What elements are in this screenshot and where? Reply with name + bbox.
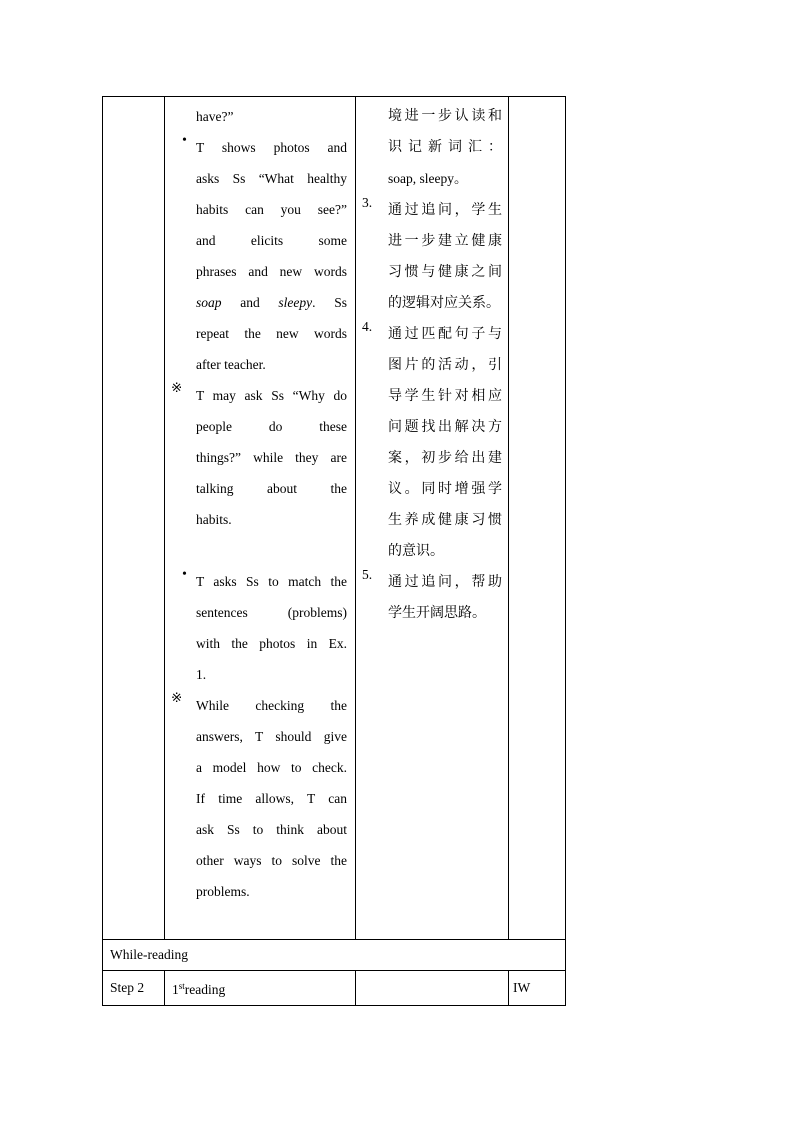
purpose-continued: [362, 101, 502, 195]
reference-mark-icon: ※: [171, 690, 183, 705]
text-line: 案，初步给出建: [388, 450, 502, 466]
procedure-note-why: [173, 380, 347, 535]
text-line: 通过匹配句子与: [388, 326, 502, 342]
bullet-icon: •: [182, 566, 187, 581]
step-row: [103, 971, 566, 1006]
text-line: problems.: [196, 884, 250, 899]
text-line: answers, T should give: [196, 729, 347, 744]
text-line: 生养成健康习惯: [388, 512, 502, 528]
text-line: and elicits some: [196, 233, 347, 248]
text-line: people do these: [196, 419, 347, 434]
continued-text: have?”: [196, 109, 234, 124]
mode-cell-empty: [509, 97, 566, 940]
reference-mark-icon: ※: [171, 380, 183, 395]
step-cell: [103, 971, 165, 1006]
item-number: 3.: [362, 195, 373, 210]
purpose-cell: [356, 97, 509, 940]
new-word-soap: soap: [196, 295, 222, 310]
text-line: T may ask Ss “Why do: [196, 388, 347, 403]
text-line: 的逻辑对应关系。: [388, 295, 500, 311]
step-label: Step 2: [110, 980, 145, 995]
text-line: 进一步建立健康: [388, 233, 502, 249]
mode-label: IW: [513, 980, 531, 995]
text-line: 的意识。: [388, 543, 444, 559]
text-line: soap and sleepy. Ss: [196, 295, 347, 310]
text-line: soap, sleepy。: [388, 171, 468, 186]
bullet-icon: •: [182, 132, 187, 147]
text-line: other ways to solve the: [196, 853, 347, 868]
text-line: T shows photos and: [196, 140, 347, 155]
procedure-item-photos: [173, 132, 347, 380]
text-line: 议。同时增强学: [388, 481, 502, 497]
text-line: 导学生针对相应: [388, 388, 502, 404]
text-line: sentences (problems): [196, 605, 347, 620]
text-line: asks Ss “What healthy: [196, 171, 347, 186]
text-line: 识记新词汇：: [388, 139, 502, 155]
text-line: T asks Ss to match the: [196, 574, 347, 589]
lesson-plan-table: [102, 96, 566, 1006]
text-line: repeat the new words: [196, 326, 347, 341]
text-line: 学生开阔思路。: [388, 605, 486, 621]
text-line: phrases and new words: [196, 264, 347, 279]
activity-label: 1streading: [172, 981, 226, 997]
text-line: habits.: [196, 512, 232, 527]
text-line: after teacher.: [196, 357, 266, 372]
purpose-item-5: [362, 567, 502, 629]
text-line: things?” while they are: [196, 450, 347, 465]
text-line: If time allows, T can: [196, 791, 347, 806]
text-line: talking about the: [196, 481, 347, 496]
stage-row: [103, 940, 566, 971]
text-line: ask Ss to think about: [196, 822, 347, 837]
purpose-item-4: [362, 319, 502, 567]
step-cell-empty: [103, 97, 165, 940]
text-line: 习惯与健康之间: [388, 264, 502, 280]
text-line: 图片的活动，引: [388, 357, 502, 373]
text-line: 通过追问，帮助: [388, 574, 502, 590]
mode-cell: [509, 971, 566, 1006]
item-number: 4.: [362, 319, 373, 334]
text-line: 1.: [196, 667, 207, 682]
text-line: 境进一步认读和: [388, 108, 502, 124]
stage-cell: [103, 940, 566, 971]
activity-cell: [165, 971, 356, 1006]
new-word-sleepy: sleepy: [278, 295, 313, 310]
text-line: 通过追问，学生: [388, 202, 502, 218]
procedure-row: [103, 97, 566, 940]
text-line: habits can you see?”: [196, 202, 347, 217]
text-line: 问题找出解决方: [388, 419, 502, 435]
procedure-cell: [165, 97, 356, 940]
purpose-item-3: [362, 195, 502, 319]
item-number: 5.: [362, 567, 373, 582]
text-line: with the photos in Ex.: [196, 636, 347, 651]
text-line: a model how to check.: [196, 760, 347, 775]
text-line: While checking the: [196, 698, 347, 713]
step-purpose-cell: [356, 971, 509, 1006]
stage-label: While-reading: [110, 947, 188, 962]
procedure-note-check: [173, 690, 347, 907]
procedure-item-match: [173, 566, 347, 690]
